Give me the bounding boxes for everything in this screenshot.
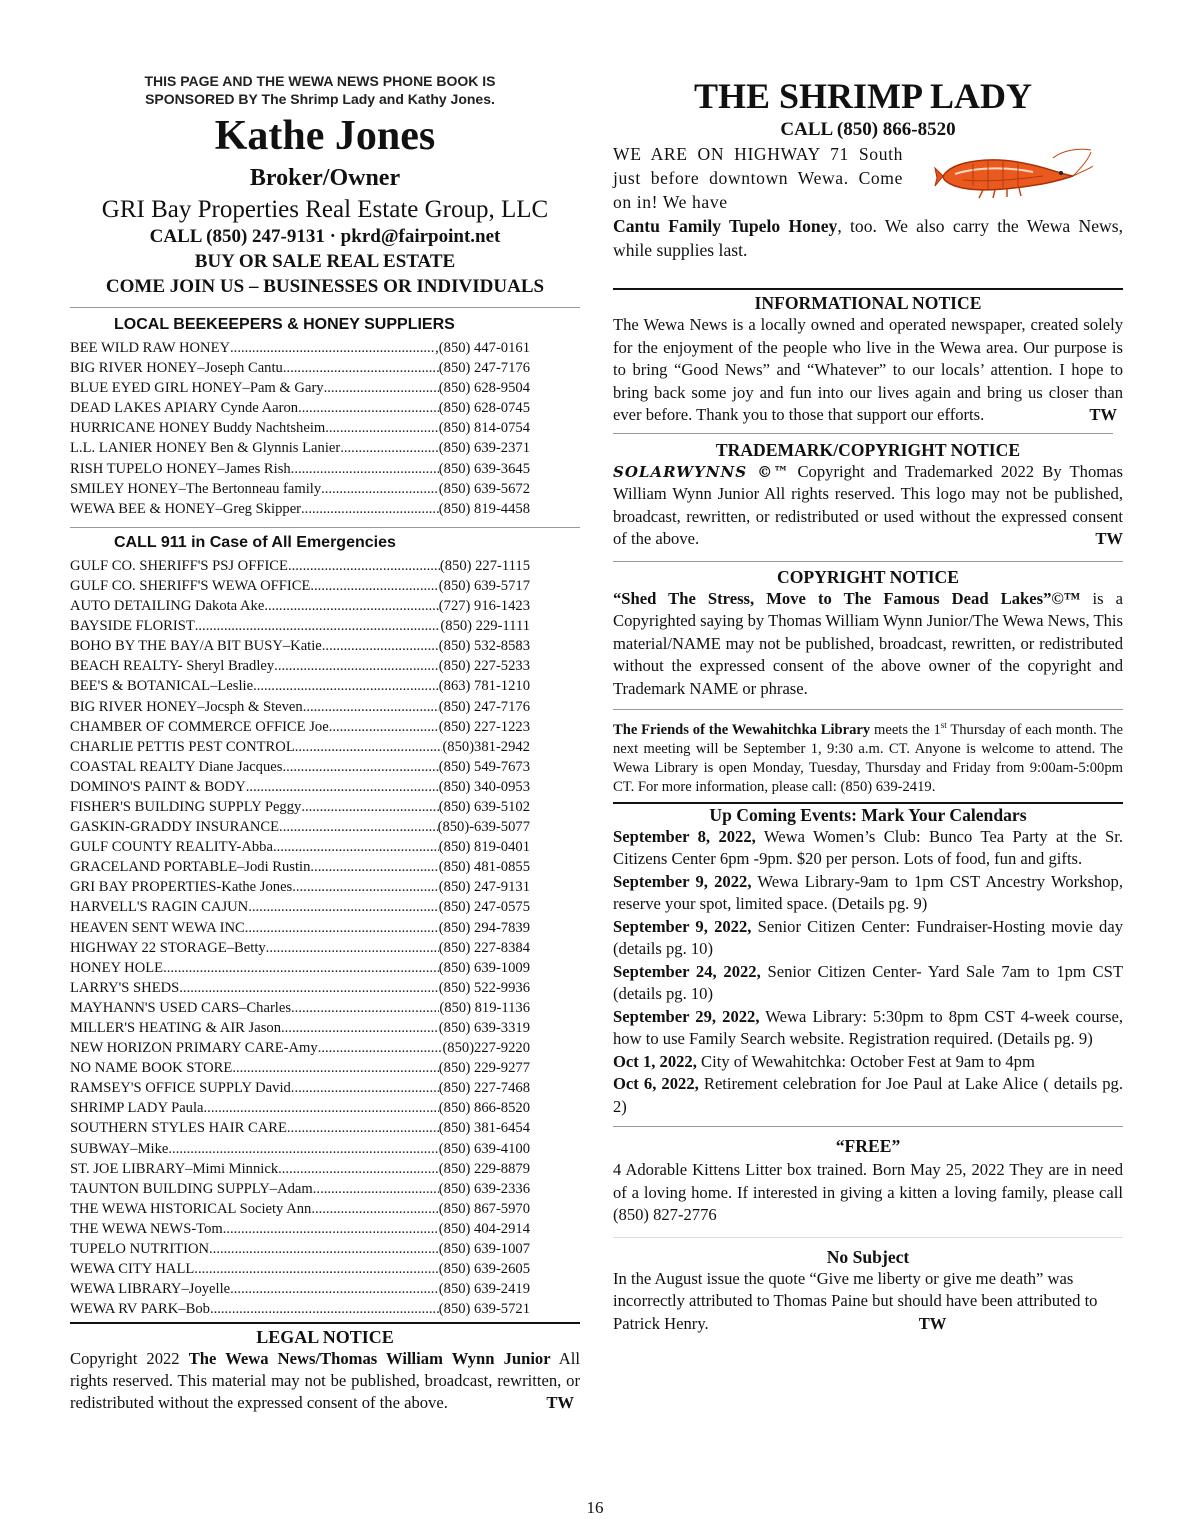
entry-name: SUBWAY–Mike: [70, 1140, 169, 1157]
entry-name: WEWA BEE & HONEY–Greg Skipper: [70, 500, 302, 517]
leader-dots: [194, 1259, 439, 1279]
events-title: Up Coming Events: Mark Your Calendars: [709, 804, 1027, 825]
leader-dots: [287, 1118, 439, 1138]
legal-rest: All rights reserved. This material may not be published, broadcast, rewritten, or redistributed without the expressed consent of the above.: [70, 1349, 580, 1413]
event-date: September 29, 2022,: [613, 1006, 760, 1026]
friends-library-notice: [613, 716, 1123, 797]
entry-name: ST. JOE LIBRARY–Mimi Minnick: [70, 1160, 279, 1177]
leader-dots: [253, 676, 439, 696]
entry-name: GRI BAY PROPERTIES-Kathe Jones: [70, 879, 293, 896]
directory-entry: [70, 1219, 530, 1239]
leader-dots: [301, 499, 439, 519]
divider: [70, 1322, 580, 1324]
entry-name: COASTAL REALTY Diane Jacques: [70, 758, 283, 775]
entry-phone: (850) 404-2914: [438, 1220, 530, 1237]
entry-phone: (850) 819-0401: [438, 839, 530, 856]
leader-dots: [179, 978, 439, 998]
friends-text-a: meets the 1: [870, 721, 941, 738]
directory-entry: [70, 717, 530, 737]
entry-phone: (850) 227-1115: [439, 557, 530, 574]
legal-notice-title: LEGAL NOTICE: [256, 1327, 394, 1348]
entry-phone: (850) 639-5717: [438, 577, 530, 594]
entry-phone: (863) 781-1210: [438, 678, 530, 695]
directory-entry: [70, 1239, 530, 1259]
entry-name: WEWA LIBRARY–Joyelle: [70, 1281, 231, 1298]
entry-name: HIGHWAY 22 STORAGE–Betty: [70, 939, 266, 956]
entry-phone: (850) 639-1009: [438, 959, 530, 976]
leader-dots: [278, 1159, 439, 1179]
entry-phone: (850) 628-9504: [438, 380, 530, 397]
event-date: Oct 6, 2022,: [613, 1074, 699, 1094]
entry-phone: (850) 247-9131: [438, 879, 530, 896]
beekeepers-heading: LOCAL BEEKEEPERS & HONEY SUPPLIERS: [114, 316, 455, 333]
event-date: September 8, 2022,: [613, 826, 756, 846]
directory-entry: [70, 1299, 530, 1319]
directory-entry: [70, 757, 530, 777]
directory-entry: [70, 857, 530, 877]
directory-entry: [70, 938, 530, 958]
directory-entry: [70, 398, 530, 418]
entry-name: HARVELL'S RAGIN CAJUN: [70, 899, 249, 916]
leader-dots: [288, 556, 440, 576]
directory-entry: [70, 1078, 530, 1098]
leader-dots: [210, 1299, 439, 1319]
leader-dots: [321, 479, 439, 499]
directory-entry: [70, 897, 530, 917]
entry-phone: (727) 916-1423: [438, 598, 530, 615]
shrimp-icon: [903, 142, 1123, 214]
directory-entry: [70, 797, 530, 817]
entry-name: WEWA RV PARK–Bob: [70, 1301, 210, 1318]
entry-phone: (850)381-2942: [442, 738, 530, 755]
entry-phone: (850) 229-1111: [440, 618, 530, 635]
event-item: [613, 826, 1123, 871]
entry-phone: (850) 866-8520: [438, 1100, 530, 1117]
directory-entry: [70, 697, 530, 717]
emergency-heading: CALL 911 in Case of All Emergencies: [114, 533, 396, 551]
divider: [613, 561, 1123, 562]
directory-entry: [70, 596, 530, 616]
directory-entry: [70, 378, 530, 398]
leader-dots: [204, 1098, 439, 1118]
directory-entry: [70, 958, 530, 978]
leader-dots: [282, 757, 438, 777]
entry-name: BEE'S & BOTANICAL–Leslie: [70, 678, 254, 695]
entry-name: GRACELAND PORTABLE–Jodi Rustin: [70, 859, 311, 876]
event-item: [613, 961, 1123, 1006]
legal-signer: TW: [546, 1393, 574, 1413]
entry-name: MAYHANN'S USED CARS–Charles: [70, 999, 292, 1016]
event-text: Wewa Library: 5:30pm to 8pm CST 4-week course, how to use Family Search website. Registration required. (Details pg. 9): [613, 1006, 1123, 1049]
events-list: [613, 826, 1123, 1119]
leader-dots: [295, 737, 443, 757]
directory-entry: [70, 479, 530, 499]
entry-name: TAUNTON BUILDING SUPPLY–Adam: [70, 1180, 313, 1197]
kathe-buy-line: BUY OR SALE REAL ESTATE: [194, 251, 456, 272]
leader-dots: [310, 576, 438, 596]
free-body: 4 Adorable Kittens Litter box trained. Born May 25, 2022 They are in need of a loving home. If interested in giving a kitten a loving family, please call (850) 827-2776: [613, 1160, 1123, 1225]
directory-entry: [70, 1259, 530, 1279]
entry-name: DOMINO'S PAINT & BODY: [70, 778, 246, 795]
entry-phone: (850) 639-2371: [438, 440, 530, 457]
event-date: September 9, 2022,: [613, 916, 752, 936]
informational-notice-title: INFORMATIONAL NOTICE: [754, 293, 982, 313]
entry-name: MILLER'S HEATING & AIR Jason: [70, 1020, 281, 1036]
event-date: September 9, 2022,: [613, 871, 752, 891]
leader-dots: [298, 398, 439, 418]
leader-dots: [325, 418, 439, 438]
kathe-join-line: COME JOIN US – BUSINESSES OR INDIVIDUALS: [105, 276, 545, 297]
leader-dots: [324, 378, 439, 398]
entry-phone: (850) 639-4100: [438, 1140, 530, 1157]
directory-entry: [70, 998, 530, 1018]
entry-name: BEE WILD RAW HONEY: [70, 340, 231, 356]
entry-name: DEAD LAKES APIARY Cynde Aaron: [70, 400, 299, 417]
directory-entry: [70, 636, 530, 656]
informational-signer: TW: [1089, 405, 1117, 424]
leader-dots: [246, 777, 439, 797]
shrimp-lady-call: CALL (850) 866-8520: [780, 119, 956, 140]
sponsor-line-1: THIS PAGE AND THE WEWA NEWS PHONE BOOK IS: [144, 73, 496, 89]
event-item: [613, 871, 1123, 916]
no-subject-signer: TW: [918, 1313, 947, 1333]
entry-phone: (850) 639-5672: [438, 480, 530, 497]
directory-entry: [70, 676, 530, 696]
entry-phone: (850) 294-7839: [438, 919, 530, 936]
directory-entry: [70, 1159, 530, 1179]
entry-phone: (850) 340-0953: [438, 778, 530, 795]
no-subject-title: No Subject: [826, 1246, 910, 1267]
copyright-notice-body: [613, 588, 1123, 701]
entry-name: BLUE EYED GIRL HONEY–Pam & Gary: [70, 380, 324, 397]
entry-phone: (850) 639-2605: [438, 1261, 530, 1278]
event-text: Wewa Women’s Club: Bunco Tea Party at the Sr. Citizens Center 6pm -9pm. $20 per person. Lots of food, fun and gifts.: [613, 826, 1123, 869]
directory-entry: [70, 1179, 530, 1199]
entry-name: CHAMBER OF COMMERCE OFFICE Joe: [70, 718, 329, 735]
leader-dots: [311, 1199, 438, 1219]
directory-entry: [70, 737, 530, 757]
event-text: Retirement celebration for Joe Paul at Lake Alice ( details pg. 2): [613, 1074, 1123, 1116]
event-item: [613, 1073, 1123, 1118]
directory-entry: [70, 499, 530, 519]
leader-dots: [281, 1018, 439, 1038]
leader-dots: [223, 1219, 439, 1239]
divider: [613, 709, 1123, 710]
beekeepers-list: [70, 338, 530, 519]
entry-phone: (850) 639-5721: [438, 1301, 530, 1318]
directory-entry: [70, 358, 530, 378]
divider: [70, 307, 580, 308]
leader-dots: [291, 1078, 439, 1098]
directory-entry: [70, 1058, 530, 1078]
entry-phone: (850) 549-7673: [438, 758, 530, 775]
copyright-text: is a Copyrighted saying by Thomas William Wynn Junior/The Wewa News, This material/NAME may not be published, broadcast, rewritten, or redistributed without the expressed consent of the above owner of the copyright and Trademark NAME or phrase.: [613, 588, 1123, 698]
event-text: Wewa Library-9am to 1pm CST Ancestry Workshop, reserve your spot, limited space. (Details pg. 9): [613, 871, 1123, 914]
leader-dots: [301, 797, 438, 817]
legal-bold: The Wewa News/Thomas William Wynn Junior: [188, 1349, 551, 1369]
legal-notice-body: [70, 1348, 580, 1414]
entry-phone: (850) 227-8384: [438, 939, 530, 956]
entry-phone: (850) 229-8879: [438, 1160, 530, 1177]
shrimp-lady-title: THE SHRIMP LADY: [693, 76, 1033, 116]
leader-dots: [230, 1279, 439, 1299]
entry-name: AUTO DETAILING Dakota Ake: [70, 598, 265, 615]
entry-name: SMILEY HONEY–The Bertonneau family: [70, 480, 322, 497]
entry-phone: (850) 481-0855: [438, 859, 530, 876]
entry-name: SHRIMP LADY Paula: [70, 1100, 204, 1117]
entry-name: SOUTHERN STYLES HAIR CARE: [70, 1120, 287, 1137]
left-column: [70, 72, 580, 1414]
entry-name: GULF CO. SHERIFF'S PSJ OFFICE: [70, 557, 288, 574]
sponsor-line-2: SPONSORED BY The Shrimp Lady and Kathy Jones.: [145, 91, 495, 107]
directory-entry: [70, 1098, 530, 1118]
divider: [613, 433, 1113, 434]
honey-rest: , too. We also carry the Wewa News, while supplies last.: [613, 216, 1123, 260]
shrimp-lady-location: WE ARE ON HIGHWAY 71 South just before downtown Wewa. Come on in! We have: [613, 144, 903, 212]
entry-name: BIG RIVER HONEY–Joseph Cantu: [70, 360, 283, 377]
informational-text: The Wewa News is a locally owned and operated newspaper, created solely for the enjoyment of the people who live in the Wewa area. Our purpose is to bring “Good News” and “Whatever” to our locals’ attention. I hope to bring back some joy and fun into our lives again and bring us closer than ever before. Thank you to those that support our efforts.: [613, 315, 1123, 424]
leader-dots: [195, 616, 441, 636]
entry-name: NEW HORIZON PRIMARY CARE-Amy: [70, 1040, 318, 1057]
directory-entry: [70, 918, 530, 938]
friends-title: The Friends of the Wewahitchka Library: [613, 721, 871, 738]
entry-phone: (850) 247-7176: [438, 360, 530, 377]
entry-name: HEAVEN SENT WEWA INC: [70, 919, 245, 936]
leader-dots: [279, 817, 438, 837]
entry-name: BEACH REALTY- Sheryl Bradley: [70, 658, 275, 675]
kathe-company: GRI Bay Properties Real Estate Group, LLC: [101, 196, 549, 223]
entry-phone: (850) 814-0754: [438, 420, 530, 437]
directory-entry: [70, 616, 530, 636]
directory-entry: [70, 877, 530, 897]
leader-dots: [245, 918, 439, 938]
entry-phone: (850) 819-1136: [439, 999, 530, 1016]
entry-phone: (850)227-9220: [442, 1040, 530, 1057]
directory-entry: [70, 1199, 530, 1219]
entry-name: HONEY HOLE: [70, 959, 164, 976]
leader-dots: [266, 938, 439, 958]
entry-name: BAYSIDE FLORIST: [70, 618, 195, 635]
entry-name: BOHO BY THE BAY/A BIT BUSY–Katie: [70, 638, 322, 655]
kathe-name: Kathe Jones: [214, 113, 436, 159]
leader-dots: [273, 837, 439, 857]
entry-name: THE WEWA HISTORICAL Society Ann: [70, 1200, 312, 1217]
entry-phone: (850)-639-5077: [437, 819, 530, 836]
event-text: Senior Citizen Center- Yard Sale 7am to 1pm CST (details pg. 10): [613, 961, 1123, 1004]
entry-phone: ,(850) 447-0161: [435, 340, 530, 356]
legal-prefix: Copyright 2022: [70, 1349, 189, 1369]
directory-entry: [70, 817, 530, 837]
solarwynns-logo: SOLARWYNNS ©™: [613, 462, 790, 481]
shrimp-lady-intro: [613, 142, 1123, 214]
honey-brand: Cantu Family Tupelo Honey: [613, 216, 838, 236]
leader-dots: [163, 958, 439, 978]
copyright-phrase: “Shed The Stress, Move to The Famous Dead Lakes”©™: [613, 588, 1081, 608]
kathe-contact: CALL (850) 247-9131 · pkrd@fairpoint.net: [149, 226, 501, 247]
directory-entry: [70, 338, 530, 358]
leader-dots: [291, 459, 439, 479]
leader-dots: [264, 596, 438, 616]
entry-name: FISHER'S BUILDING SUPPLY Peggy: [70, 798, 302, 815]
event-date: Oct 1, 2022,: [613, 1051, 697, 1071]
page-number: 16: [586, 1498, 604, 1517]
friends-text-b: Thursday of each month. The next meeting will be September 1, 9:30 a.m. CT. Anyone is welcome to attend. The Wewa Library is open Monday, Tuesday, Thursday and Friday from 9:00am-5:00pm CT. For more information, please call: (850) 639-2419.: [613, 721, 1123, 795]
entry-phone: (850) 532-8583: [438, 638, 530, 655]
divider: [70, 527, 580, 528]
event-item: [613, 916, 1123, 961]
entry-phone: (850) 628-0745: [438, 400, 530, 417]
entry-phone: (850) 639-2336: [438, 1180, 530, 1197]
sponsor-notice: [60, 72, 580, 108]
entry-name: WEWA CITY HALL: [70, 1261, 195, 1278]
entry-phone: (850) 522-9936: [438, 979, 530, 996]
directory-entry: [70, 656, 530, 676]
entry-name: GASKIN-GRADDY INSURANCE: [70, 819, 280, 836]
directory-entry: [70, 1279, 530, 1299]
event-text: Senior Citizen Center: Fundraiser-Hosting movie day (details pg. 10): [613, 916, 1123, 959]
leader-dots: [322, 636, 439, 656]
directory-list: [70, 556, 530, 1320]
entry-name: RISH TUPELO HONEY–James Rish: [70, 460, 291, 477]
leader-dots: [168, 1139, 438, 1159]
divider: [613, 1237, 1123, 1238]
leader-dots: [291, 998, 439, 1018]
leader-dots: [303, 697, 439, 717]
entry-name: LARRY'S SHEDS: [70, 979, 180, 996]
event-item: [613, 1006, 1123, 1051]
entry-name: RAMSEY'S OFFICE SUPPLY David: [70, 1080, 291, 1097]
leader-dots: [209, 1239, 439, 1259]
free-title: “FREE”: [835, 1136, 901, 1157]
leader-dots: [283, 358, 439, 378]
kathe-title: Broker/Owner: [249, 165, 401, 191]
no-subject-text: In the August issue the quote “Give me liberty or give me death” was incorrectly attributed to Thomas Paine but should have been attributed to Patrick Henry.: [613, 1268, 1098, 1333]
entry-phone: (850) 227-1223: [438, 718, 530, 735]
leader-dots: [274, 656, 439, 676]
right-column: [613, 72, 1123, 1335]
entry-phone: (850) 229-9277: [438, 1060, 530, 1077]
directory-entry: [70, 556, 530, 576]
leader-dots: [292, 877, 439, 897]
entry-phone: (850) 639-3645: [438, 460, 530, 477]
entry-name: BIG RIVER HONEY–Jocsph & Steven: [70, 698, 303, 715]
trademark-notice-title: TRADEMARK/COPYRIGHT NOTICE: [715, 439, 1021, 460]
entry-name: GULF COUNTY REALITY-Abba: [70, 839, 273, 856]
directory-entry: [70, 438, 530, 458]
event-text: City of Wewahitchka: October Fest at 9am to 4pm: [696, 1051, 1035, 1071]
entry-phone: (850) 381-6454: [438, 1120, 530, 1137]
divider: [613, 1126, 1123, 1127]
directory-entry: [70, 1118, 530, 1138]
entry-phone: (850) 227-5233: [438, 658, 530, 675]
entry-phone: (850) 227-7468: [438, 1080, 530, 1097]
directory-entry: [70, 459, 530, 479]
leader-dots: [318, 1038, 443, 1058]
directory-entry: [70, 576, 530, 596]
entry-phone: (850) 639-2419: [438, 1281, 530, 1298]
entry-name: TUPELO NUTRITION: [70, 1241, 210, 1258]
informational-notice-body: [613, 314, 1123, 427]
entry-phone: (850) 639-1007: [438, 1241, 530, 1258]
leader-dots: [230, 338, 435, 358]
entry-name: GULF CO. SHERIFF'S WEWA OFFICE: [70, 577, 311, 594]
friends-sup: st: [940, 720, 947, 730]
trademark-signer: TW: [1095, 529, 1123, 548]
directory-entry: [70, 837, 530, 857]
directory-entry: [70, 1139, 530, 1159]
event-date: September 24, 2022,: [613, 961, 761, 981]
entry-name: CHARLIE PETTIS PEST CONTROL: [70, 738, 295, 755]
leader-dots: [248, 897, 439, 917]
trademark-text: Copyright and Trademarked 2022 By Thomas William Wynn Junior All rights reserved. This logo may not be published, broadcast, rewritten, or redistributed or used without the expressed consent of the above.: [613, 461, 1123, 548]
entry-name: L.L. LANIER HONEY Ben & Glynnis Lanier: [70, 440, 341, 457]
directory-entry: [70, 777, 530, 797]
entry-name: HURRICANE HONEY Buddy Nachtsheim: [70, 420, 326, 437]
trademark-notice-body: [613, 461, 1123, 551]
entry-name: NO NAME BOOK STORE: [70, 1060, 233, 1077]
leader-dots: [313, 1179, 439, 1199]
event-item: [613, 1051, 1123, 1074]
entry-phone: (850) 819-4458: [438, 500, 530, 517]
entry-name: THE WEWA NEWS-Tom: [70, 1220, 223, 1237]
directory-entry: [70, 1038, 530, 1058]
entry-phone: (850) 247-0575: [438, 899, 530, 916]
copyright-notice-title: COPYRIGHT NOTICE: [777, 566, 959, 587]
directory-entry: [70, 1018, 530, 1038]
leader-dots: [310, 857, 438, 877]
entry-phone: (850) 639-5102: [438, 798, 530, 815]
leader-dots: [340, 438, 439, 458]
leader-dots: [232, 1058, 438, 1078]
no-subject-body: [613, 1268, 1123, 1336]
entry-phone: (850) 639-3319: [438, 1020, 530, 1036]
entry-phone: (850) 247-7176: [438, 698, 530, 715]
directory-entry: [70, 418, 530, 438]
leader-dots: [329, 717, 439, 737]
divider: [613, 288, 1123, 290]
directory-entry: [70, 978, 530, 998]
shrimp-lady-honey: [613, 214, 1123, 262]
entry-phone: (850) 867-5970: [438, 1200, 530, 1217]
